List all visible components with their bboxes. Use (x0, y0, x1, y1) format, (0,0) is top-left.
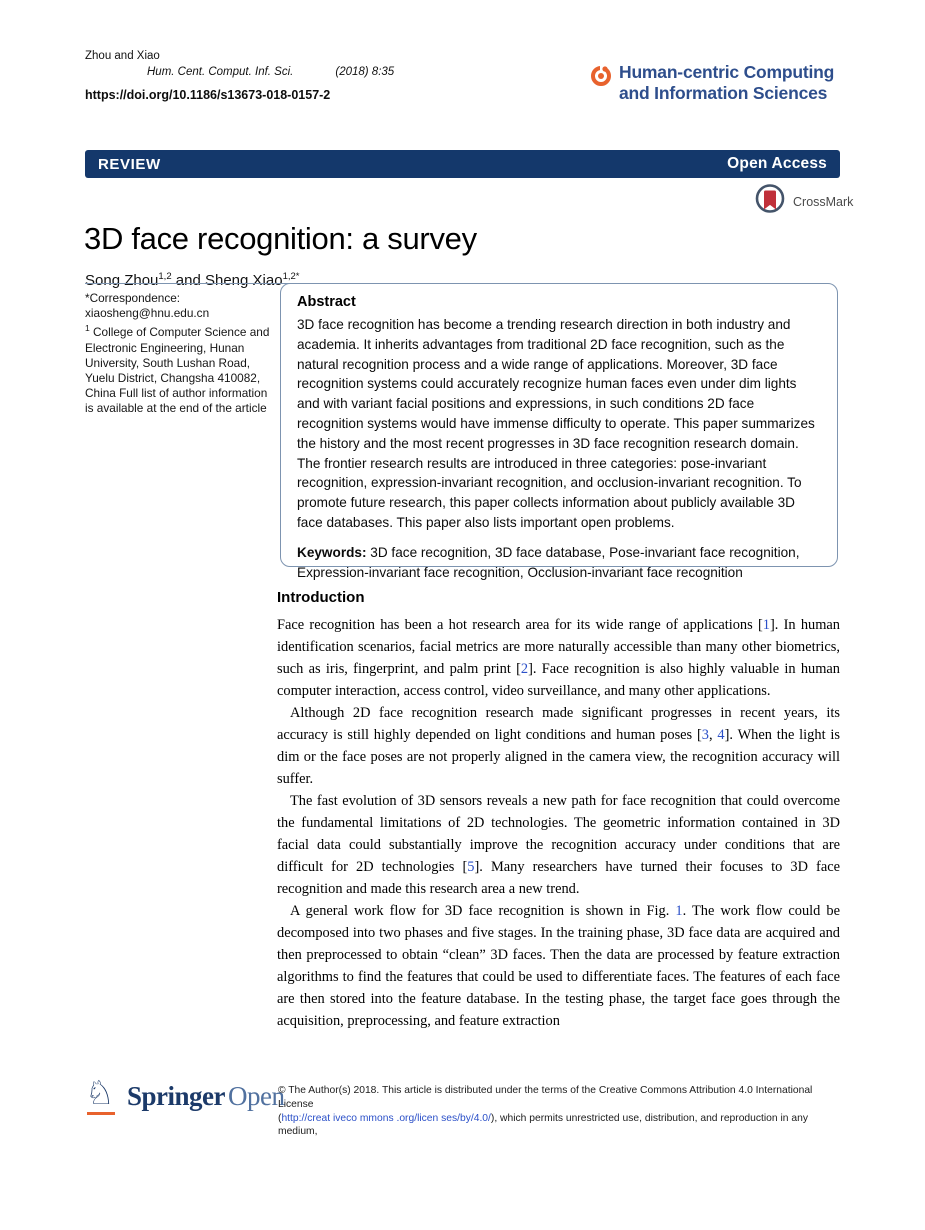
citation-link[interactable]: 1 (762, 617, 770, 633)
paragraph-text: Face recognition has been a hot research area for its wide range of applications [ (277, 617, 763, 633)
affiliation-marker: 1 (85, 323, 90, 334)
springer-horse-icon: ♘ (85, 1076, 121, 1116)
license-paren: ( (278, 1112, 282, 1124)
authors-line (85, 271, 299, 289)
running-head: Zhou and Xiao (85, 50, 160, 62)
authors-conjunction: and (171, 272, 205, 289)
section-heading-introduction: Introduction (277, 589, 365, 606)
creative-commons-link[interactable]: http://creat iveco mmons .org/licen ses/by/4.0/ (281, 1112, 491, 1124)
main-column (277, 589, 840, 1032)
journal-logo-icon (590, 65, 612, 92)
author-2: Sheng Xiao (204, 272, 283, 289)
license-statement (278, 1084, 842, 1139)
journal-reference (147, 66, 394, 78)
keywords-line (297, 543, 822, 583)
paragraph-text: ]. Many researchers have turned their focuses to 3D face recognition and made this research area a new trend. (277, 859, 840, 897)
body-paragraph (277, 702, 840, 790)
affiliation-text: $^1$ College of Computer Science and Electronic Engineering, Hunan University, South Lushan Road, Yuelu District, Changsha 410082, China Full list of author information is available at the end of the article (85, 323, 270, 416)
journal-logo (590, 62, 834, 104)
author-rule-divider (85, 283, 295, 284)
body-paragraph (277, 614, 840, 702)
journal-name (619, 62, 834, 104)
keywords-label: Keywords: (297, 544, 367, 560)
correspondence-label: *Correspondence: (85, 291, 181, 305)
correspondence-email[interactable]: xiaosheng@hnu.edu.cn (85, 306, 210, 321)
page-title: 3D face recognition: a survey (84, 221, 477, 256)
article-type-banner (85, 150, 840, 178)
logo-orange-bar (87, 1112, 115, 1115)
abstract-body: 3D face recognition has become a trending research direction in both industry and academia. It inherits advantages from traditional 2D face recognition, such as the natural recognition process and a wide range of applications. Moreover, 3D face recognition systems could accurately recognize human faces even under dim lights and with variant facial positions and expressions, in such conditions 2D face recognition systems would have immense difficulty to operate. This paper summarizes the history and the most recent progresses in 3D face recognition research domain. The frontier research results are introduced in three categories: pose-invariant recognition, expression-invariant recognition, and occlusion-invariant recognition. To promote future research, this paper collects information about publicly available 3D face databases. This paper also lists important open problems. (297, 317, 815, 530)
paragraph-text: ]. When the light is dim or the face poses are not properly aligned in the camera view, the recognition accuracy will suffer. (277, 727, 840, 787)
journal-name-line1: Human-centric Computing (619, 62, 835, 82)
crossmark-badge[interactable] (754, 183, 853, 221)
citation-link[interactable]: 3 (701, 727, 709, 743)
license-text-line1: © The Author(s) 2018. This article is distributed under the terms of the Creative Commons Attribution 4.0 International License (278, 1085, 813, 1110)
journal-abbrev: Hum. Cent. Comput. Inf. Sci. (147, 66, 294, 78)
springer-open-logo (85, 1076, 285, 1116)
doi-link[interactable]: https://doi.org/10.1186/s13673-018-0157-2 (85, 88, 331, 102)
paragraph-text: The fast evolution of 3D sensors reveals a new path for face recognition that could overcome the fundamental limitations of 2D technologies. The geometric information contained in 3D facial data could substantially improve the recognition accuracy under conditions that are difficult for 2D technologies [ (277, 793, 840, 875)
citation-link[interactable]: 4 (717, 727, 725, 743)
body-paragraph (277, 900, 840, 1032)
journal-name-line2: and Information Sciences (619, 83, 828, 103)
crossmark-icon (754, 183, 788, 221)
paragraph-text: Although 2D face recognition research made significant progresses in recent years, its accuracy is still highly depended on light conditions and human poses [ (277, 705, 840, 743)
springer-open-wordmark: Springer Open (127, 1080, 285, 1111)
citation-link[interactable]: 1 (675, 903, 683, 919)
intro-paragraphs (277, 614, 840, 1032)
abstract-heading: Abstract (297, 294, 356, 310)
citation-info: (2018) 8:35 (335, 66, 395, 78)
license-text-rest: ), which permits unrestricted use, distribution, and reproduction in any medium, (278, 1112, 808, 1138)
open-access-label: Open Access (727, 155, 827, 172)
paragraph-text: ]. In human identification scenarios, facial metrics are more naturally accessible than many other biometrics, such as iris, fingerprint, and palm print [ (277, 617, 841, 677)
keywords-text: 3D face recognition, 3D face database, Pose-invariant face recognition, Expression-invariant face recognition, Occlusion-invariant face recognition (297, 544, 800, 580)
article-type-label: REVIEW (98, 155, 161, 173)
crossmark-label: CrossMark (793, 195, 854, 209)
paragraph-text: A general work flow for 3D face recognition is shown in Fig. (290, 903, 676, 919)
correspondence-block (85, 291, 275, 417)
paragraph-text: . The work flow could be decomposed into two phases and five stages. In the training phase, 3D face data are acquired and then preprocessed to obtain “clean” 3D faces. Then the data are processed by feature extraction algorithms to find the features that could be used to differentiate faces. The features of each face are then stored into the feature database. In the testing phase, the target face goes through the acquisition, preprocessing, and feature extraction (277, 903, 840, 1029)
body-paragraph (277, 790, 840, 900)
author-1: Song Zhou (85, 272, 159, 289)
paragraph-text: ]. Face recognition is also highly valuable in human computer interaction, access control, video surveillance, and many other applications. (277, 661, 840, 699)
citation-link[interactable]: 5 (467, 859, 475, 875)
paragraph-text: , (708, 727, 718, 743)
author-2-affiliations: 1,2* (282, 271, 300, 282)
citation-link[interactable]: 2 (520, 661, 529, 677)
abstract-box (280, 283, 838, 580)
author-1-affiliations: 1,2 (158, 271, 172, 282)
